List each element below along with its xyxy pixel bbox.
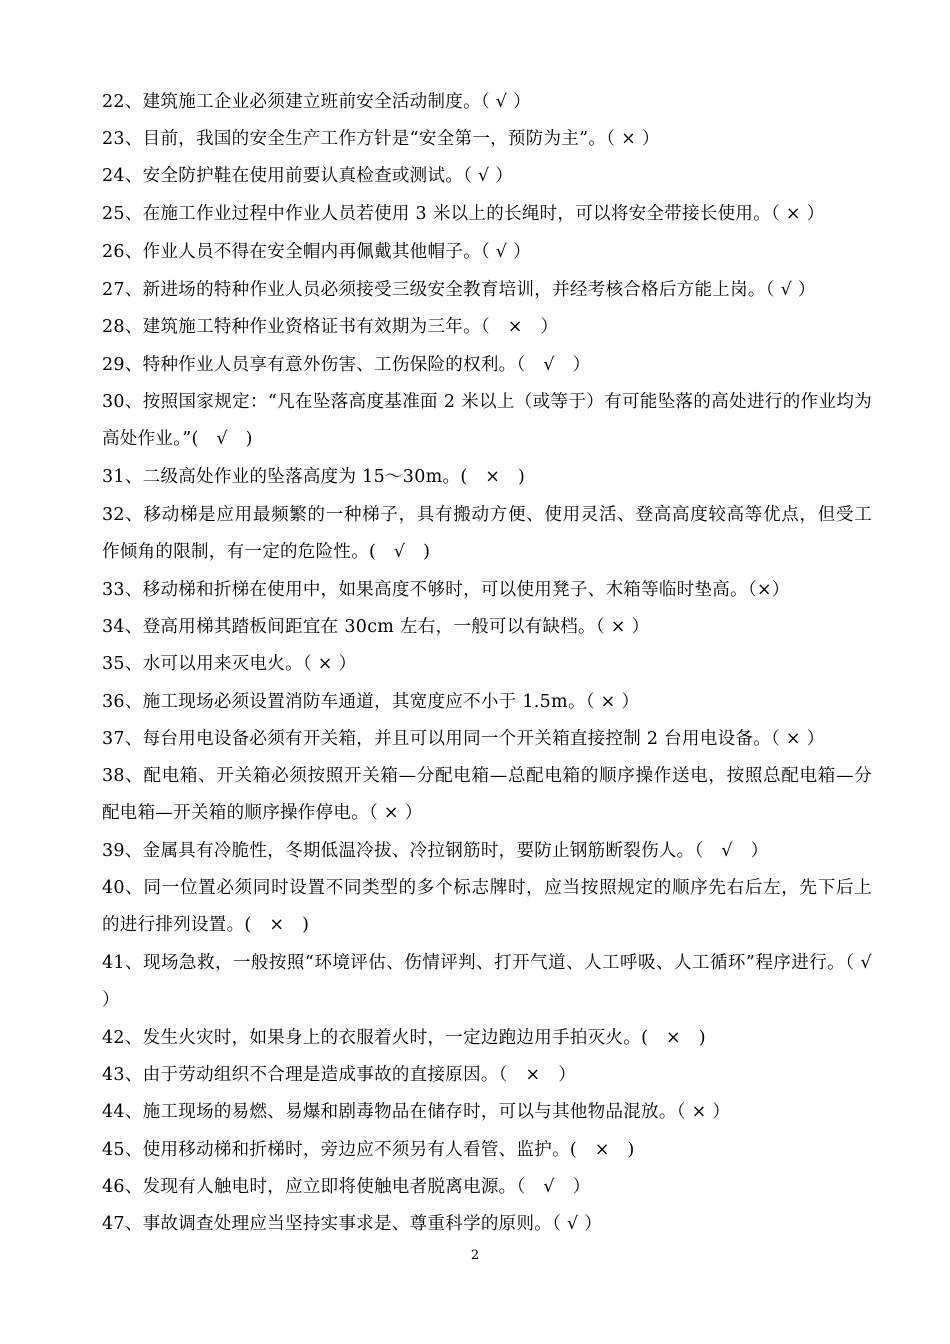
question-30: 30、按照国家规定：“凡在坠落高度基准面 2 米以上（或等于）有可能坠落的高处进行的作业均为高处作业。”( √ ): [102, 392, 872, 449]
question-38: 38、配电箱、开关箱必须按照开关箱—分配电箱—总配电箱的顺序操作送电，按照总配电箱—分配电箱—开关箱的顺序操作停电。（ × ）: [102, 766, 872, 823]
question-43: 43、由于劳动组织不合理是造成事故的直接原因。（ × ）: [102, 1065, 577, 1085]
question-28: 28、建筑施工特种作业资格证书有效期为三年。（ × ）: [102, 317, 559, 337]
question-46: 46、发现有人触电时，应立即将使触电者脱离电源。（ √ ）: [102, 1177, 591, 1197]
question-44: 44、施工现场的易燃、易爆和剧毒物品在储存时，可以与其他物品混放。（ × ）: [102, 1102, 731, 1122]
question-29: 29、特种作业人员享有意外伤害、工伤保险的权利。（ √ ）: [102, 355, 591, 375]
question-36: 36、施工现场必须设置消防车通道，其宽度应不小于 1.5m。（ × ）: [102, 692, 640, 712]
question-25: 25、在施工作业过程中作业人员若使用 3 米以上的长绳时，可以将安全带接长使用。（ × ）: [102, 204, 825, 224]
question-33: 33、移动梯和折梯在使用中，如果高度不够时，可以使用凳子、木箱等临时垫高。（×）: [102, 580, 790, 600]
question-32: 32、移动梯是应用最频繁的一种梯子，具有搬动方便、使用灵活、登高高度较高等优点，但受工作倾角的限制，有一定的危险性。( √ ): [102, 505, 872, 562]
question-45: 45、使用移动梯和折梯时，旁边应不须另有人看管、监护。( × ): [102, 1140, 635, 1160]
question-23: 23、目前，我国的安全生产工作方针是“安全第一，预防为主”。（ × ）: [102, 129, 660, 149]
question-34: 34、登高用梯其踏板间距宜在 30cm 左右，一般可以有缺档。（ × ）: [102, 617, 650, 637]
question-39: 39、金属具有冷脆性，冬期低温冷拔、冷拉钢筋时，要防止钢筋断裂伤人。（ √ ）: [102, 841, 769, 861]
question-40: 40、同一位置必须同时设置不同类型的多个标志牌时，应当按照规定的顺序先右后左，先下后上的进行排列设置。( × ): [102, 878, 872, 935]
question-31: 31、二级高处作业的坠落高度为 15～30m。( × ): [102, 467, 526, 487]
page-number: 2: [470, 1248, 480, 1263]
question-37: 37、每台用电设备必须有开关箱，并且可以用同一个开关箱直接控制 2 台用电设备。（ × ）: [102, 729, 825, 749]
question-42: 42、发生火灾时，如果身上的衣服着火时，一定边跑边用手拍灭火。( × ): [102, 1028, 706, 1048]
question-47: 47、事故调查处理应当坚持实事求是、尊重科学的原则。（ √ ）: [102, 1214, 603, 1234]
question-35: 35、水可以用来灭电火。（ × ）: [102, 654, 357, 674]
question-26: 26、作业人员不得在安全帽内再佩戴其他帽子。（ √ ）: [102, 242, 531, 262]
question-22: 22、建筑施工企业必须建立班前安全活动制度。（ √ ）: [102, 92, 531, 112]
question-24: 24、安全防护鞋在使用前要认真检查或测试。（ √ ）: [102, 166, 514, 186]
question-27: 27、新进场的特种作业人员必须接受三级安全教育培训，并经考核合格后方能上岗。（ √ ）: [102, 280, 816, 300]
question-41: 41、现场急救，一般按照“环境评估、伤情评判、打开气道、人工呼吸、人工循环”程序进行。（ √ ）: [102, 953, 878, 1010]
